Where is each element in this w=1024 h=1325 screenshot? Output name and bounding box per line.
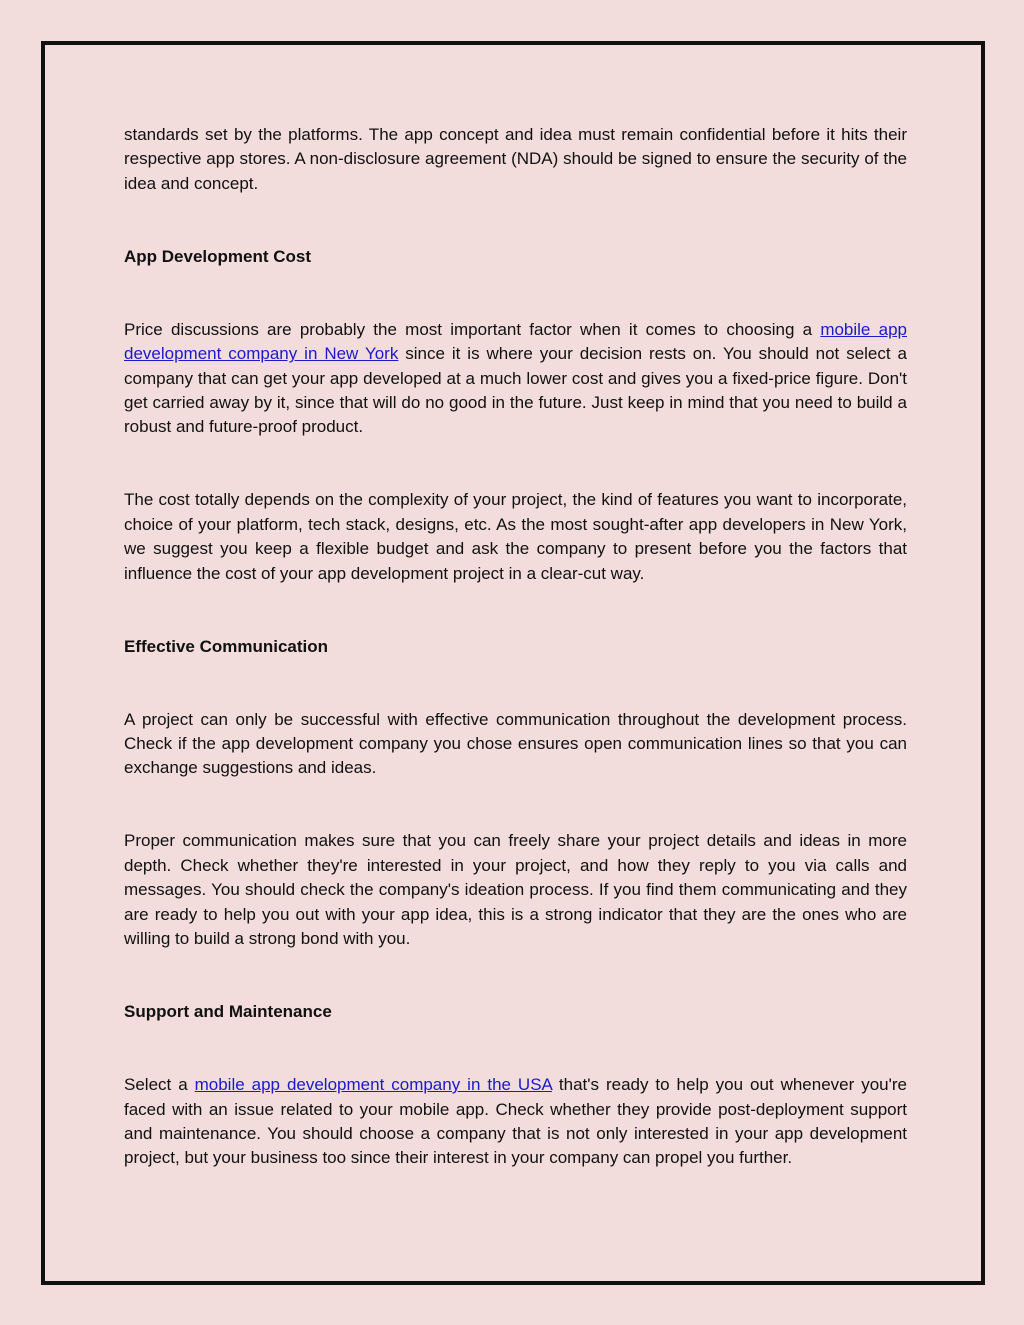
paragraph-cost-2: The cost totally depends on the complexity of your project, the kind of features you want to incorporate, choice of your platform, tech stack, designs, etc. As the most sought-after app developers in New York, we suggest you keep a flexible budget and ask the company to present before you the factors that influence the cost of your app development project in a clear-cut way. [124, 490, 907, 583]
spacer [124, 1025, 907, 1074]
page-frame [41, 41, 985, 1285]
paragraph-support [124, 1073, 907, 1171]
paragraph-cost-1-text-start: Price discussions are probably the most important factor when it comes to choosing a [124, 319, 821, 339]
paragraph-cost-1-text-end: since it is where your decision rests on. You should not select a company that can get your app developed at a much lower cost and gives you a fixed-price figure. Don't get carried away by it, since that will do no good in the future. Just keep in mind that you need to build a robust and future-proof product. [124, 344, 907, 437]
link-mobile-app-development-company-usa[interactable]: mobile app development company in the USA [194, 1075, 552, 1095]
heading-effective-communication: Effective Communication [124, 636, 329, 656]
spacer [124, 440, 907, 489]
document-body [124, 123, 907, 1171]
spacer [124, 781, 907, 830]
link-mobile-app-development-company-new-york[interactable]: mobile app development company in New York [124, 319, 907, 364]
heading-app-development-cost: App Development Cost [124, 246, 312, 266]
spacer [124, 586, 907, 635]
paragraph-support-text-end: that's ready to help you out whenever you're faced with an issue related to your mobile app. Check whether they provide post-deployment support and maintenance. You should choose a company that is not only interested in your app development project, but your business too since their interest in your company can propel you further. [124, 1075, 908, 1168]
spacer [124, 659, 907, 708]
paragraph-cost-1 [124, 318, 907, 440]
paragraph-intro: standards set by the platforms. The app concept and idea must remain confidential before it hits their respective app stores. A non-disclosure agreement (NDA) should be signed to ensure the security of the idea and concept. [124, 125, 907, 193]
paragraph-communication-2: Proper communication makes sure that you can freely share your project details and ideas in more depth. Check whether they're interested in your project, and how they reply to you via calls and messages. You should check the company's ideation process. If you find them communicating and they are ready to help you out with your app idea, this is a strong indicator that they are the ones who are willing to build a strong bond with you. [124, 831, 907, 949]
heading-support-and-maintenance: Support and Maintenance [124, 1002, 332, 1022]
spacer [124, 196, 907, 245]
paragraph-support-text-start: Select a [124, 1075, 195, 1095]
paragraph-communication-1: A project can only be successful with effective communication throughout the development process. Check if the app development company you chose ensures open communication lines so that you can exchange suggestions and ideas. [124, 709, 907, 778]
spacer [124, 269, 907, 318]
spacer [124, 952, 907, 1001]
